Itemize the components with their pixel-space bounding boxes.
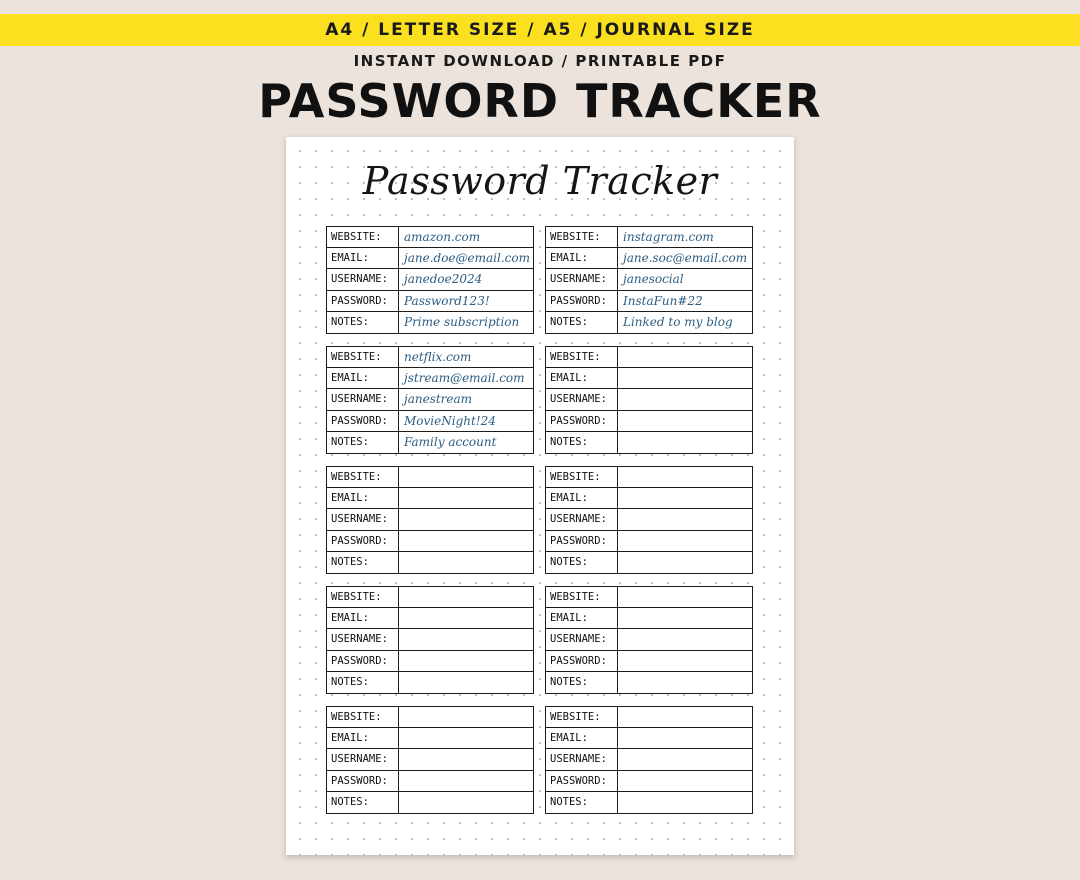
password-value (618, 651, 752, 671)
username-label: USERNAME: (546, 269, 618, 289)
password-label: PASSWORD: (546, 291, 618, 311)
email-value (399, 488, 533, 508)
username-label: USERNAME: (327, 749, 399, 769)
website-value: amazon.com (404, 230, 481, 244)
password-card (326, 346, 534, 454)
website-row (546, 707, 752, 728)
password-row (327, 411, 533, 432)
password-row (546, 291, 752, 312)
website-row (327, 467, 533, 488)
website-row (546, 347, 752, 368)
website-value (618, 467, 752, 487)
printable-sheet (286, 137, 794, 855)
username-value (618, 389, 752, 409)
email-row (546, 248, 752, 269)
password-value (618, 411, 752, 431)
password-value: Password123! (404, 293, 490, 308)
email-value (399, 608, 533, 628)
notes-row (546, 552, 752, 573)
password-label: PASSWORD: (546, 771, 618, 791)
email-label: EMAIL: (327, 488, 399, 508)
email-row (327, 728, 533, 749)
website-label: WEBSITE: (546, 227, 618, 247)
website-label: WEBSITE: (546, 347, 618, 367)
notes-value (399, 672, 533, 693)
password-value: MovieNight!24 (404, 413, 496, 428)
website-label: WEBSITE: (327, 467, 399, 487)
notes-row (327, 312, 533, 333)
website-value: netflix.com (404, 350, 472, 364)
website-value (618, 347, 752, 367)
product-headline: PASSWORD TRACKER (258, 74, 822, 128)
website-value (399, 707, 533, 727)
notes-row (546, 432, 752, 453)
website-label: WEBSITE: (546, 467, 618, 487)
email-label: EMAIL: (546, 368, 618, 388)
username-value (618, 509, 752, 529)
notes-row (327, 552, 533, 573)
website-label: WEBSITE: (546, 587, 618, 607)
notes-value: Linked to my blog (623, 314, 733, 329)
password-row (546, 651, 752, 672)
password-row (327, 651, 533, 672)
notes-label: NOTES: (327, 432, 399, 453)
email-value (399, 728, 533, 748)
email-row (327, 248, 533, 269)
password-value (399, 771, 533, 791)
notes-value (618, 432, 752, 453)
website-label: WEBSITE: (327, 347, 399, 367)
username-row (327, 389, 533, 410)
username-row (327, 629, 533, 650)
password-card (545, 346, 753, 454)
username-value: janedoe2024 (404, 272, 483, 287)
username-value: janestream (404, 392, 473, 407)
password-label: PASSWORD: (546, 531, 618, 551)
password-card (545, 586, 753, 694)
email-row (546, 488, 752, 509)
password-card (326, 466, 534, 574)
website-row (327, 707, 533, 728)
password-card (326, 226, 534, 334)
username-label: USERNAME: (327, 629, 399, 649)
email-value (618, 368, 752, 388)
email-row (327, 368, 533, 389)
download-subtitle: INSTANT DOWNLOAD / PRINTABLE PDF (353, 52, 727, 70)
password-label: PASSWORD: (327, 411, 399, 431)
email-row (546, 368, 752, 389)
notes-label: NOTES: (546, 312, 618, 333)
password-value (618, 771, 752, 791)
username-label: USERNAME: (546, 629, 618, 649)
username-row (546, 629, 752, 650)
email-value: jane.soc@email.com (623, 251, 748, 266)
password-value (399, 531, 533, 551)
email-label: EMAIL: (546, 608, 618, 628)
username-value (399, 749, 533, 769)
password-row (327, 531, 533, 552)
username-value (399, 629, 533, 649)
notes-label: NOTES: (327, 672, 399, 693)
notes-value: Family account (404, 434, 497, 449)
email-value (618, 608, 752, 628)
notes-row (546, 792, 752, 813)
username-row (546, 509, 752, 530)
password-card (326, 586, 534, 694)
password-label: PASSWORD: (327, 291, 399, 311)
email-value (618, 488, 752, 508)
username-value (618, 749, 752, 769)
notes-value (399, 552, 533, 573)
website-value: instagram.com (623, 230, 714, 244)
username-value (399, 509, 533, 529)
username-label: USERNAME: (546, 509, 618, 529)
password-label: PASSWORD: (546, 411, 618, 431)
username-row (546, 269, 752, 290)
website-row (327, 227, 533, 248)
password-card (326, 706, 534, 814)
username-label: USERNAME: (327, 509, 399, 529)
password-row (327, 771, 533, 792)
notes-row (327, 432, 533, 453)
notes-value (618, 552, 752, 573)
email-label: EMAIL: (327, 728, 399, 748)
password-row (546, 411, 752, 432)
password-value (399, 651, 533, 671)
username-row (327, 269, 533, 290)
website-value (618, 587, 752, 607)
notes-value: Prime subscription (404, 314, 520, 329)
password-card (545, 706, 753, 814)
password-row (327, 291, 533, 312)
website-label: WEBSITE: (546, 707, 618, 727)
password-card (545, 466, 753, 574)
sheet-title: Password Tracker (362, 159, 718, 203)
website-row (546, 227, 752, 248)
notes-label: NOTES: (546, 792, 618, 813)
username-label: USERNAME: (546, 749, 618, 769)
notes-value (618, 672, 752, 693)
email-row (546, 728, 752, 749)
notes-label: NOTES: (546, 552, 618, 573)
website-label: WEBSITE: (327, 707, 399, 727)
password-row (546, 771, 752, 792)
password-label: PASSWORD: (327, 771, 399, 791)
notes-row (327, 672, 533, 693)
username-value: janesocial (623, 272, 684, 287)
notes-label: NOTES: (546, 432, 618, 453)
website-row (546, 467, 752, 488)
website-row (327, 347, 533, 368)
email-label: EMAIL: (327, 368, 399, 388)
password-label: PASSWORD: (327, 651, 399, 671)
website-row (546, 587, 752, 608)
email-label: EMAIL: (546, 488, 618, 508)
password-label: PASSWORD: (327, 531, 399, 551)
notes-row (546, 312, 752, 333)
email-value: jstream@email.com (404, 371, 525, 386)
username-row (546, 389, 752, 410)
notes-label: NOTES: (327, 312, 399, 333)
username-value (618, 629, 752, 649)
password-value: InstaFun#22 (623, 293, 703, 308)
notes-value (618, 792, 752, 813)
username-label: USERNAME: (327, 389, 399, 409)
size-banner (0, 14, 1080, 46)
username-label: USERNAME: (546, 389, 618, 409)
email-row (546, 608, 752, 629)
website-label: WEBSITE: (327, 227, 399, 247)
email-value (618, 728, 752, 748)
email-label: EMAIL: (327, 248, 399, 268)
email-value: jane.doe@email.com (404, 251, 530, 266)
email-label: EMAIL: (327, 608, 399, 628)
website-row (327, 587, 533, 608)
notes-label: NOTES: (327, 792, 399, 813)
username-label: USERNAME: (327, 269, 399, 289)
website-label: WEBSITE: (327, 587, 399, 607)
password-card (545, 226, 753, 334)
size-banner-text: A4 / LETTER SIZE / A5 / JOURNAL SIZE (325, 20, 755, 40)
email-label: EMAIL: (546, 728, 618, 748)
password-label: PASSWORD: (546, 651, 618, 671)
password-row (546, 531, 752, 552)
website-value (618, 707, 752, 727)
email-row (327, 608, 533, 629)
username-row (327, 749, 533, 770)
notes-row (546, 672, 752, 693)
username-row (546, 749, 752, 770)
website-value (399, 587, 533, 607)
notes-row (327, 792, 533, 813)
password-value (618, 531, 752, 551)
website-value (399, 467, 533, 487)
username-row (327, 509, 533, 530)
notes-value (399, 792, 533, 813)
email-label: EMAIL: (546, 248, 618, 268)
email-row (327, 488, 533, 509)
notes-label: NOTES: (327, 552, 399, 573)
notes-label: NOTES: (546, 672, 618, 693)
